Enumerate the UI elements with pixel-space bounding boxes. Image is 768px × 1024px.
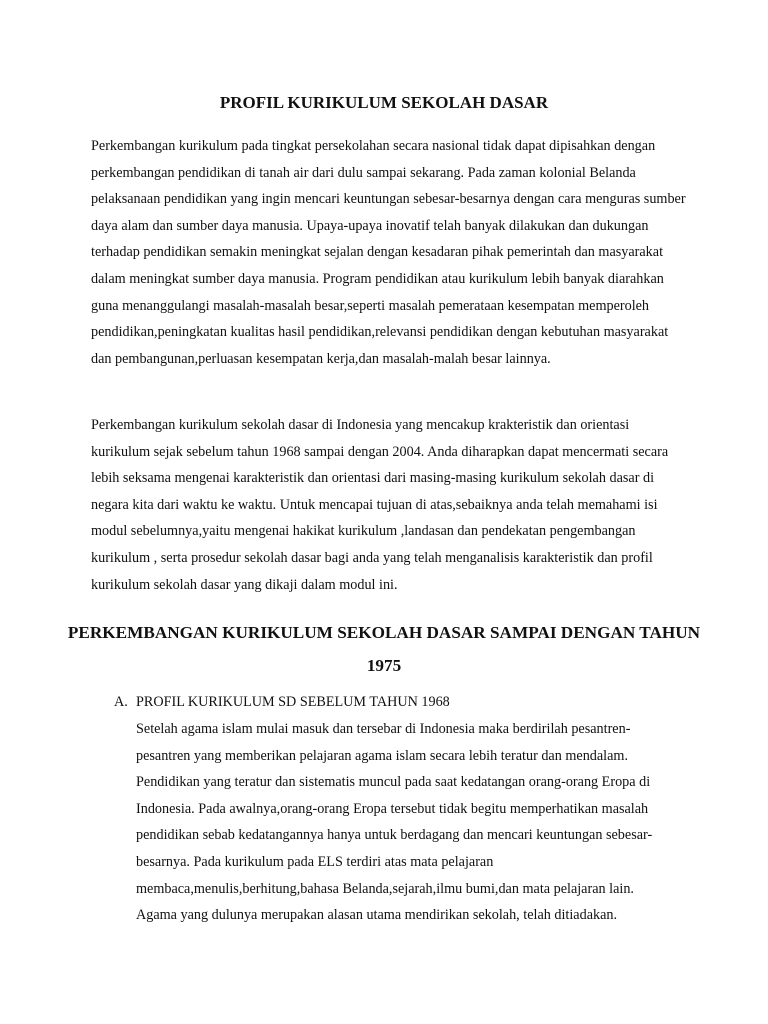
intro-paragraph-1: Perkembangan kurikulum pada tingkat persekolahan secara nasional tidak dapat dipisahkan dengan perkembangan pendidikan di tanah air dari dulu sampai sekarang. Pada zaman kolonial Belanda pelaksanaan pendidikan yang ingin mencari keuntungan sebesar-besarnya dengan cara menguras sumber daya alam dan sumber daya manusia. Upaya-upaya inovatif telah banyak dilakukan dan dukungan terhadap pendidikan semakin meningkat sejalan dengan kesadaran pihak pemerintah dan masyarakat dalam meningkat sumber daya manusia. Program pendidikan atau kurikulum lebih banyak diarahkan guna menanggulangi masalah-masalah besar,seperti masalah pemerataan kesempatan memperoleh pendidikan,peningkatan kualitas hasil pendidikan,relevansi pendidikan dengan kebutuhan masyarakat dan pembangunan,perluasan kesempatan kerja,dan masalah-malah besar lainnya.: [91, 138, 686, 367]
section-title: PERKEMBANGAN KURIKULUM SEKOLAH DASAR SAMPAI DENGAN TAHUN 1975: [67, 623, 701, 675]
subsection-marker: A.: [114, 694, 128, 710]
document-title: PROFIL KURIKULUM SEKOLAH DASAR: [219, 93, 549, 112]
intro-paragraph-2: Perkembangan kurikulum sekolah dasar di Indonesia yang mencakup krakteristik dan orientasi kurikulum sejak sebelum tahun 1968 sampai dengan 2004. Anda diharapkan dapat mencermati secara lebih seksama mengenai karakteristik dan orientasi dari masing-masing kurikulum sekolah dasar di negara kita dari waktu ke waktu. Untuk mencapai tujuan di atas,sebaiknya anda telah memahami isi modul sebelumnya,yaitu mengenai hakikat kurikulum ,landasan dan pendekatan pengembangan kurikulum , serta prosedur sekolah dasar bagi anda yang telah menganalisis karakteristik dan profil kurikulum sekolah dasar yang dikaji dalam modul ini.: [91, 417, 669, 593]
subsection-heading: [114, 692, 450, 712]
subsection-heading-text: PROFIL KURIKULUM SD SEBELUM TAHUN 1968: [136, 694, 450, 710]
subsection-body: Setelah agama islam mulai masuk dan tersebar di Indonesia maka berdirilah pesantren-pesantren yang memberikan pelajaran agama islam secara lebih teratur dan mendalam. Pendidikan yang teratur dan sistematis muncul pada saat kedatangan orang-orang Eropa di Indonesia. Pada awalnya,orang-orang Eropa tersebut tidak begitu memperhatikan masalah pendidikan sebab kedatangannya hanya untuk berdagang dan mencari keuntungan sebesar-besarnya. Pada kurikulum pada ELS terdiri atas mata pelajaran membaca,menulis,berhitung,bahasa Belanda,sejarah,ilmu bumi,dan mata pelajaran lain. Agama yang dulunya merupakan alasan utama mendirikan sekolah, telah ditiadakan.: [136, 721, 653, 924]
